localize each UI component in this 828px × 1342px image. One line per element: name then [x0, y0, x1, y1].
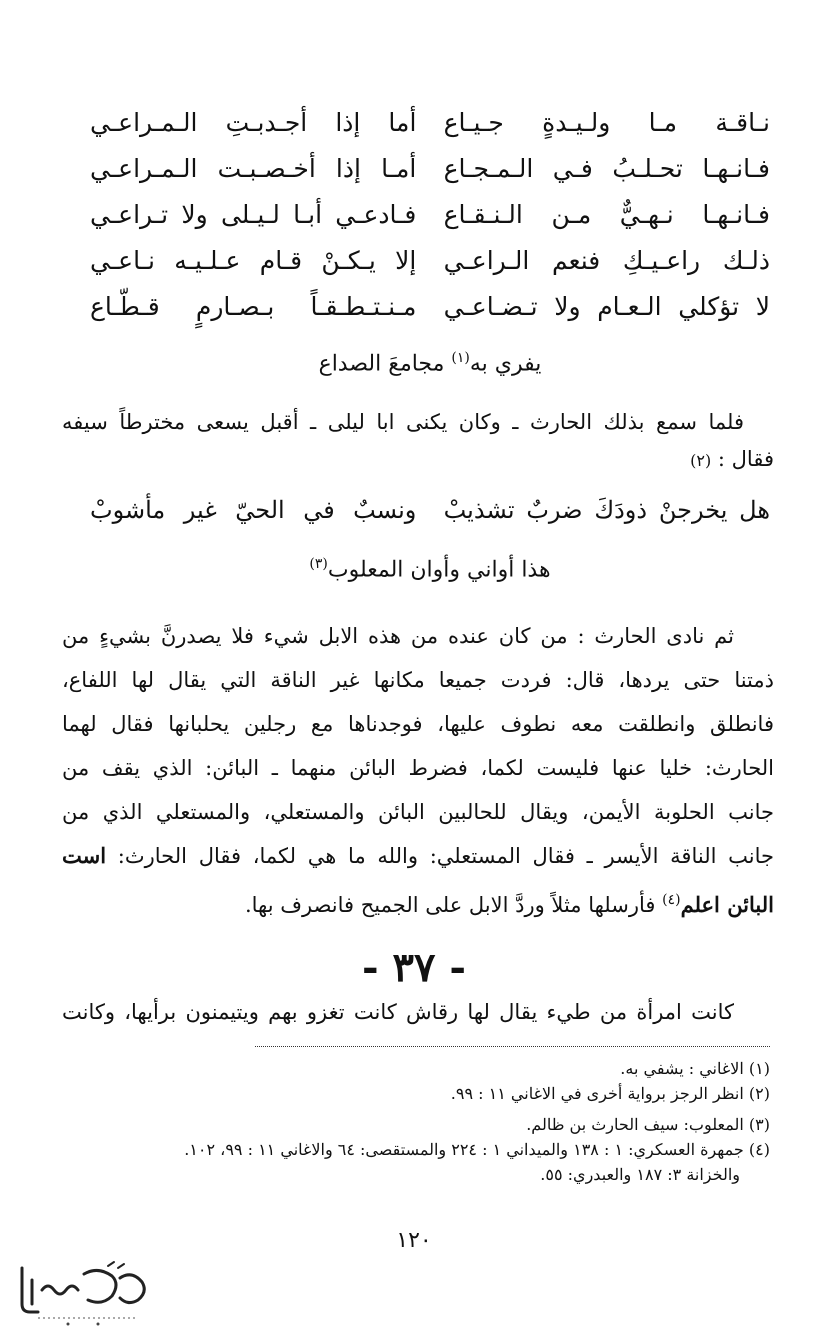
prose-bold-text: است — [62, 843, 107, 868]
verse-center-line — [90, 350, 770, 376]
footnote-ref: (٤) — [662, 892, 681, 908]
verse-line — [90, 100, 770, 146]
verse-hemistich-right: فـانـهـا تحـلـبُ فـي الـمـجـاع — [443, 154, 770, 183]
verse-hemistich-right: ذلـك راعـيـكِ فنعم الـراعـي — [443, 246, 770, 275]
section-number: - ٣٧ - — [361, 944, 467, 991]
prose-paragraph — [62, 990, 774, 1034]
couplet-center-line — [90, 556, 770, 582]
verse-line — [90, 192, 770, 238]
verse-center-tail: مجامعَ الصداع — [318, 351, 445, 377]
prose-line: ثم نادى الحارث : من كان عنده من هذه الابل شيء فلا يصدرنَّ بشيءٍ من — [62, 624, 734, 648]
footnote-ref: (١) — [451, 350, 470, 366]
verse-line — [90, 146, 770, 192]
prose-text: جانب الناقة الأيسر ـ فقال المستعلي: والله ما هي لكما، فقال الحارث: — [117, 844, 774, 868]
footnote: (١) الاغاني : يشفي به. — [620, 1059, 770, 1078]
prose-line: كانت امرأة من طيء يقال لها رقاش كانت تغزو بهم ويتيمنون برأيها، وكانت — [62, 1000, 734, 1024]
prose-text: فقال : — [717, 447, 774, 471]
verse-line — [90, 284, 770, 330]
verse-center-text: يفري به — [469, 351, 542, 377]
prose-line — [62, 878, 774, 922]
verse-hemistich-left: إلا يـكـنْ قـام عـلـيـه نـاعـي — [90, 246, 417, 275]
footnote-continuation: والخزانة ٣: ١٨٧ والعبدري: ٥٥. — [540, 1165, 740, 1184]
verse-hemistich-left: مـنـتـطـقـاً بـصـارمٍ قـطّـاع — [90, 292, 417, 321]
prose-paragraph — [62, 400, 774, 480]
footnote: (٢) انظر الرجز برواية أخرى في الاغاني ١١ : ٩٩. — [450, 1084, 770, 1103]
footnote-separator — [255, 1046, 770, 1047]
prose-line: جانب الحلوبة الأيمن، ويقال للحالبين البائن والمستعلي، والمستعلي الذي من — [62, 800, 774, 824]
footnote: (٣) المعلوب: سيف الحارث بن ظالم. — [526, 1115, 770, 1134]
watermark-logo — [8, 1260, 158, 1330]
verse-hemistich-left: أمـا إذا أخـصـبـت الـمـراعـي — [90, 154, 417, 183]
page-number: ١٢٠ — [396, 1228, 432, 1253]
prose-line: ذمتنا حتى يردها، قال: فردت جميعا مكانها غير الناقة التي يقال لها اللفاع، — [62, 668, 774, 692]
footnote: (٤) جمهرة العسكري: ١ : ١٣٨ والميداني ١ : ٢٢٤ والمستقصى: ٦٤ والاغاني ١١ : ٩٩، ١٠٢. — [184, 1140, 770, 1159]
verse-hemistich-right: لا تؤكلي الـعـام ولا تـضـاعـي — [443, 292, 770, 321]
prose-line: فانطلق وانطلقت معه نطوف عليها، فوجدناها مع رجلين يحلبانها فقال لهما — [62, 712, 774, 736]
couplet-hemistich-left: ونسبٌ في الحيّ غير مأشوبْ — [90, 496, 417, 524]
verse-hemistich-right: فـانـهـا نـهـيٌّ مـن الـنـقـاع — [443, 200, 770, 229]
footnotes — [100, 1056, 770, 1187]
prose-line — [62, 444, 774, 480]
prose-paragraph — [62, 614, 774, 922]
footnote-ref: (٢) — [690, 451, 712, 470]
prose-line: فلما سمع بذلك الحارث ـ وكان يكنى ابا ليلى ـ أقبل يسعى مخترطاً سيفه — [62, 410, 744, 434]
couplet-line — [90, 496, 770, 524]
verse-hemistich-left: فـادعـي أبـا لـيـلى ولا تـراعـي — [90, 200, 417, 229]
verse-line — [90, 238, 770, 284]
prose-line — [62, 834, 774, 878]
couplet-center-text: هذا أواني وأوان المعلوب — [327, 557, 551, 583]
footnote-ref: (٣) — [309, 556, 328, 572]
prose-line: الحارث: خليا عنها فليست لكما، فضرط البائن منهما ـ البائن: الذي يقف من — [62, 756, 774, 780]
verse-block — [90, 100, 770, 330]
verse-hemistich-left: أما إذا أجـدبـتِ الـمـراعـي — [90, 108, 417, 137]
prose-bold-text: البائن اعلم — [680, 892, 774, 917]
prose-text: فأرسلها مثلاً وردَّ الابل على الجميح فانصرف بها. — [244, 893, 656, 917]
couplet-hemistich-right: هل يخرجنْ ذودَكَ ضربٌ تشذيبْ — [443, 496, 770, 524]
verse-hemistich-right: نـاقـة مـا ولـيـدةٍ جـيـاع — [443, 108, 770, 137]
